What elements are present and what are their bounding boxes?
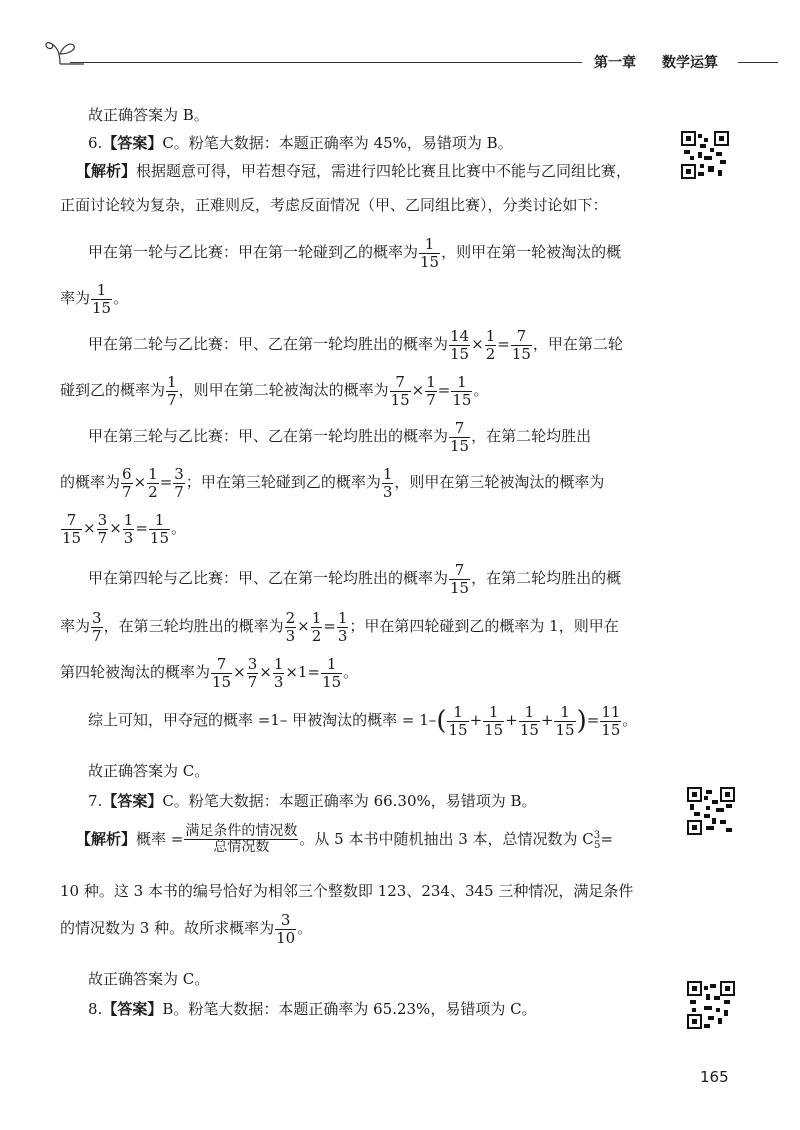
qr-code-icon (686, 786, 736, 836)
header-rule-right (738, 62, 778, 63)
text-line: 10 种。这 3 本书的编号恰好为相邻三个整数即 123、234、345 三种情况，满足条件 (60, 882, 634, 900)
text-line: 正面讨论较为复杂，正难则反，考虑反面情况（甲、乙同组比赛），分类讨论如下： (60, 196, 608, 214)
text-line: 甲在第三轮与乙比赛：甲、乙在第一轮均胜出的概率为 $\frac{7}{15}$ ，在第二轮均胜出 (88, 419, 592, 455)
text-line: 故正确答案为 B。 (88, 106, 209, 124)
text-line: 碰到乙的概率为 $\frac{1}{7}$ ，则甲在第二轮被淘汰的概率为 $\frac{7}{15}$ × $\frac{1}{7}$ = $\frac{1}{15}$ 。 (60, 373, 489, 409)
header-title: 数学运算 (662, 55, 718, 71)
text-line: 甲在第二轮与乙比赛：甲、乙在第一轮均胜出的概率为 $\frac{14}{15}$ × $\frac{1}{2}$ = $\frac{7}{15}$ ，甲在第二轮 (88, 327, 623, 363)
qr-code-icon (686, 980, 736, 1030)
text-line: 第四轮被淘汰的概率为 $\frac{7}{15}$ × $\frac{3}{7}$ × $\frac{1}{3}$ ×1= $\frac{1}{15}$ 。 (60, 655, 359, 691)
text-line: 率为 $\frac{1}{15}$ 。 (60, 281, 129, 317)
analysis-tag: 【解析】 (76, 829, 137, 848)
analysis-line: 【解析】概率 = $\frac{\text{满足条件的情况数}}{\text{总情况数}}$ 。从 5 本书中随机抽出 3 本，总情况数为 $C^3_5=$ (76, 823, 614, 856)
answer-8: 8.【答案】B。粉笔大数据：本题正确率为 65.23%，易错项为 C。 (88, 1000, 537, 1018)
header-rule (70, 62, 582, 63)
fraction: $\frac{1}{15}$ (420, 235, 440, 271)
header-chapter: 第一章 (594, 55, 636, 71)
analysis-tag: 【解析】 (76, 162, 137, 180)
qr-code-icon (680, 130, 730, 180)
text-line: 的情况数为 3 种。故所求概率为 $\frac{3}{10}$ 。 (60, 911, 313, 947)
text-line: 故正确答案为 C。 (88, 970, 210, 988)
text-line: $\frac{7}{15}$ × $\frac{3}{7}$ × $\frac{1}{3}$ = $\frac{1}{15}$ 。 (62, 511, 187, 547)
answer-7: 7.【答案】C。粉笔大数据：本题正确率为 66.30%，易错项为 B。 (88, 792, 537, 810)
text-line: 综上可知，甲夺冠的概率 =1– 甲被淘汰的概率 = 1–( $\frac{1}{15}$ + $\frac{1}{15}$ + $\frac{1}{15}$ + $\frac{1}{15}$ )= $\frac{11}{15}$ 。 (88, 703, 638, 739)
text-line: 甲在第一轮与乙比赛：甲在第一轮碰到乙的概率为 $\frac{1}{15}$ ，则甲在第一轮被淘汰的概 (88, 235, 622, 271)
text-line: 甲在第四轮与乙比赛：甲、乙在第一轮均胜出的概率为 $\frac{7}{15}$ ，在第二轮均胜出的概 (88, 561, 622, 597)
text-line: 的概率为 $\frac{6}{7}$ × $\frac{1}{2}$ = $\frac{3}{7}$ ；甲在第三轮碰到乙的概率为 $\frac{1}{3}$ ，则甲在第三轮被淘汰的概率为 (60, 465, 605, 501)
page-number: 165 (700, 1068, 729, 1086)
fraction: $\frac{1}{15}$ (92, 281, 112, 317)
analysis-line: 【解析】根据题意可得，甲若想夺冠，需进行四轮比赛且比赛中不能与乙同组比赛， (76, 162, 632, 180)
answer-6: 6.【答案】C。粉笔大数据：本题正确率为 45%，易错项为 B。 (88, 134, 513, 152)
text-line: 率为 $\frac{3}{7}$ ，在第三轮均胜出的概率为 $\frac{2}{3}$ × $\frac{1}{2}$ = $\frac{1}{3}$ ；甲在第四轮碰到乙的概率为 1，则甲在 (60, 609, 619, 645)
text-line: 故正确答案为 C。 (88, 762, 210, 780)
